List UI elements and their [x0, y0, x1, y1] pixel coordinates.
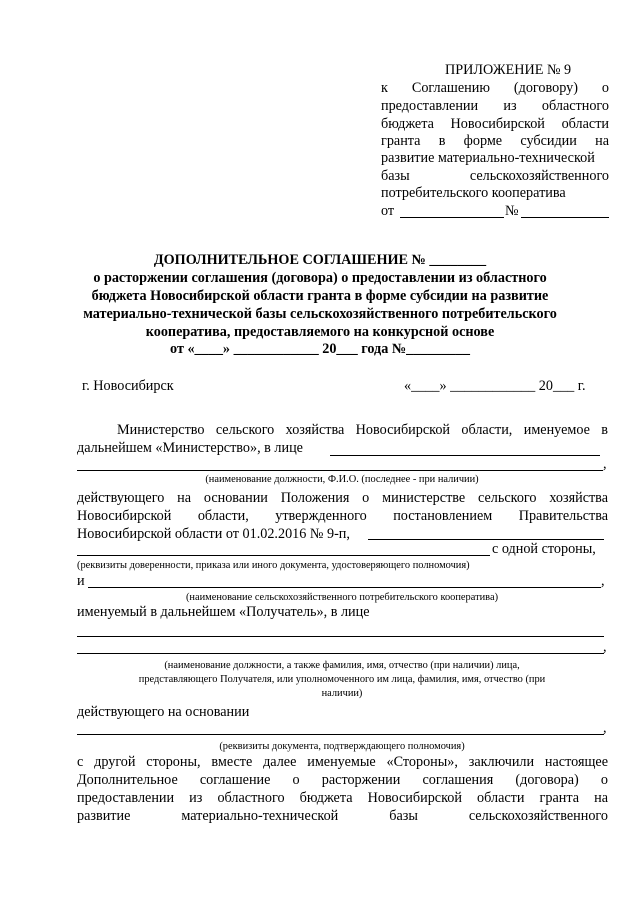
appendix-date-prefix: от — [381, 203, 395, 219]
body-text: действующего на основании — [77, 704, 250, 720]
representative-blank-2[interactable] — [77, 653, 604, 654]
appendix-line: бюджета Новосибирской области — [381, 116, 609, 132]
field-note: (реквизиты доверенности, приказа или иного документа, удостоверяющего полномочия) — [77, 560, 470, 571]
appendix-line: к Соглашению (договору) о — [381, 80, 609, 96]
place-date: «____» ____________ 20___ г. — [404, 378, 586, 394]
body-text: Новосибирской области, утвержденного постановлением Правительства — [77, 508, 608, 524]
appendix-number-sign: № — [505, 203, 519, 219]
heading-line: материально-технической базы сельскохозяйственного потребительского — [83, 306, 557, 322]
body-text: и — [77, 573, 85, 589]
appendix-line: базы сельскохозяйственного — [381, 168, 609, 184]
official-name-blank[interactable] — [330, 455, 600, 456]
body-text: , — [603, 639, 607, 655]
body-text: , — [603, 456, 607, 472]
field-note: представляющего Получателя, или уполномоченного им лица, фамилия, имя, отчество (при — [138, 674, 546, 685]
heading-title: ДОПОЛНИТЕЛЬНОЕ СОГЛАШЕНИЕ № ________ — [153, 252, 487, 268]
body-text: Дополнительное соглашение о расторжении соглашения (договора) о — [77, 772, 608, 788]
body-text: действующего на основании Положения о министерстве сельского хозяйства — [77, 490, 608, 506]
field-note: (наименование должности, Ф.И.О. (последнее - при наличии) — [205, 474, 479, 485]
appendix-title: ПРИЛОЖЕНИЕ № 9 — [445, 62, 572, 78]
body-text: с одной стороны, — [492, 541, 596, 557]
body-text: , — [601, 573, 605, 589]
appendix-line: развитие материально-технической — [381, 150, 595, 166]
field-note: (реквизиты документа, подтверждающего полномочия) — [219, 741, 465, 752]
requisites-blank[interactable] — [368, 539, 604, 540]
heading-line: кооператива, предоставляемого на конкурсной основе — [145, 324, 495, 340]
official-name-blank-2[interactable] — [77, 470, 603, 471]
requisites-blank-2[interactable] — [77, 555, 490, 556]
appendix-date-blank[interactable] — [400, 217, 504, 218]
body-text: , — [603, 720, 607, 736]
appendix-line: гранта в форме субсидии на — [381, 133, 609, 149]
heading-line: бюджета Новосибирской области гранта в форме субсидии на развитие — [91, 288, 549, 304]
body-text: предоставлении из областного бюджета Новосибирской области гранта на — [77, 790, 608, 806]
authority-doc-blank[interactable] — [77, 734, 604, 735]
field-note: наличии) — [321, 688, 363, 699]
field-note: (наименование сельскохозяйственного потребительского кооператива) — [185, 592, 499, 603]
body-text: дальнейшем «Министерство», в лице — [77, 440, 303, 456]
body-text: развитие материально-технической базы сельскохозяйственного — [77, 808, 608, 824]
body-text: Новосибирской области от 01.02.2016 № 9-п, — [77, 526, 350, 542]
cooperative-name-blank[interactable] — [88, 587, 601, 588]
appendix-line: потребительского кооператива — [381, 185, 566, 201]
body-text: с другой стороны, вместе далее именуемые «Стороны», заключили настоящее — [77, 754, 608, 770]
heading-line: о расторжении соглашения (договора) о предоставлении из областного — [93, 270, 547, 286]
body-text: Министерство сельского хозяйства Новосибирской области, именуемое в — [117, 422, 608, 438]
place-city: г. Новосибирск — [82, 378, 174, 394]
body-text: именуемый в дальнейшем «Получатель», в лице — [77, 604, 370, 620]
heading-date-line: от «____» ____________ 20___ года №_________ — [170, 341, 470, 357]
appendix-number-blank[interactable] — [521, 217, 609, 218]
field-note: (наименование должности, а также фамилия, имя, отчество (при наличии) лица, — [164, 660, 520, 671]
appendix-line: предоставлении из областного — [381, 98, 609, 114]
representative-blank[interactable] — [77, 636, 604, 637]
